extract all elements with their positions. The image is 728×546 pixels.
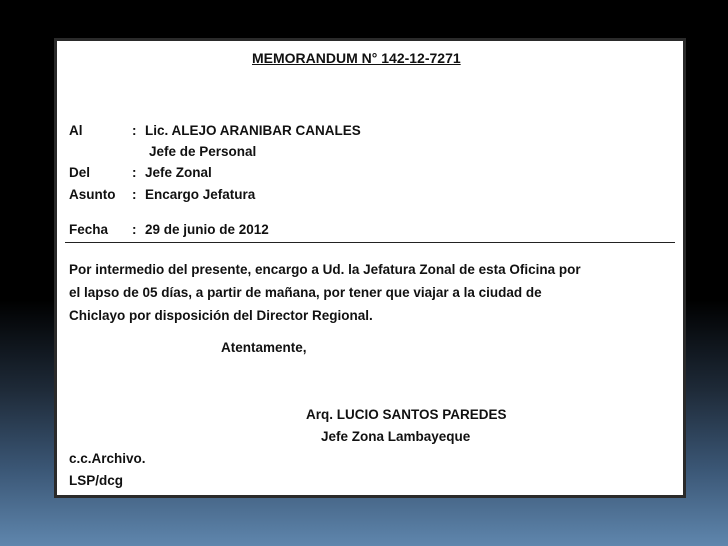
subject-label: Asunto xyxy=(69,187,116,202)
from-label: Del xyxy=(69,165,91,180)
signer-name: Arq. LUCIO SANTOS PAREDES xyxy=(306,407,507,422)
body-line: Chiclayo por disposición del Director Regional. xyxy=(69,308,373,323)
to-label: Al xyxy=(69,123,83,138)
memo-body xyxy=(69,258,681,327)
date-value: 29 de junio de 2012 xyxy=(145,222,269,237)
closing: Atentamente, xyxy=(221,340,307,355)
date-label: Fecha xyxy=(69,222,109,237)
from-colon: : xyxy=(132,165,137,180)
body-line: Por intermedio del presente, encargo a Ud. la Jefatura Zonal de esta Oficina por xyxy=(69,262,581,277)
to-colon: : xyxy=(132,123,137,138)
body-line: el lapso de 05 días, a partir de mañana, por tener que viajar a la ciudad de xyxy=(69,285,542,300)
subject-colon: : xyxy=(132,187,137,202)
memo-title: MEMORANDUM N° 142-12-7271 xyxy=(252,50,461,66)
to-name: Lic. ALEJO ARANIBAR CANALES xyxy=(145,123,361,138)
signer-title: Jefe Zona Lambayeque xyxy=(321,429,471,444)
memorandum-document xyxy=(54,38,686,498)
from-value: Jefe Zonal xyxy=(145,165,212,180)
divider-line xyxy=(65,242,675,243)
cc-line: c.c.Archivo. xyxy=(69,451,146,466)
date-colon: : xyxy=(132,222,137,237)
to-position: Jefe de Personal xyxy=(149,144,257,159)
subject-value: Encargo Jefatura xyxy=(145,187,256,202)
initials: LSP/dcg xyxy=(69,473,124,488)
